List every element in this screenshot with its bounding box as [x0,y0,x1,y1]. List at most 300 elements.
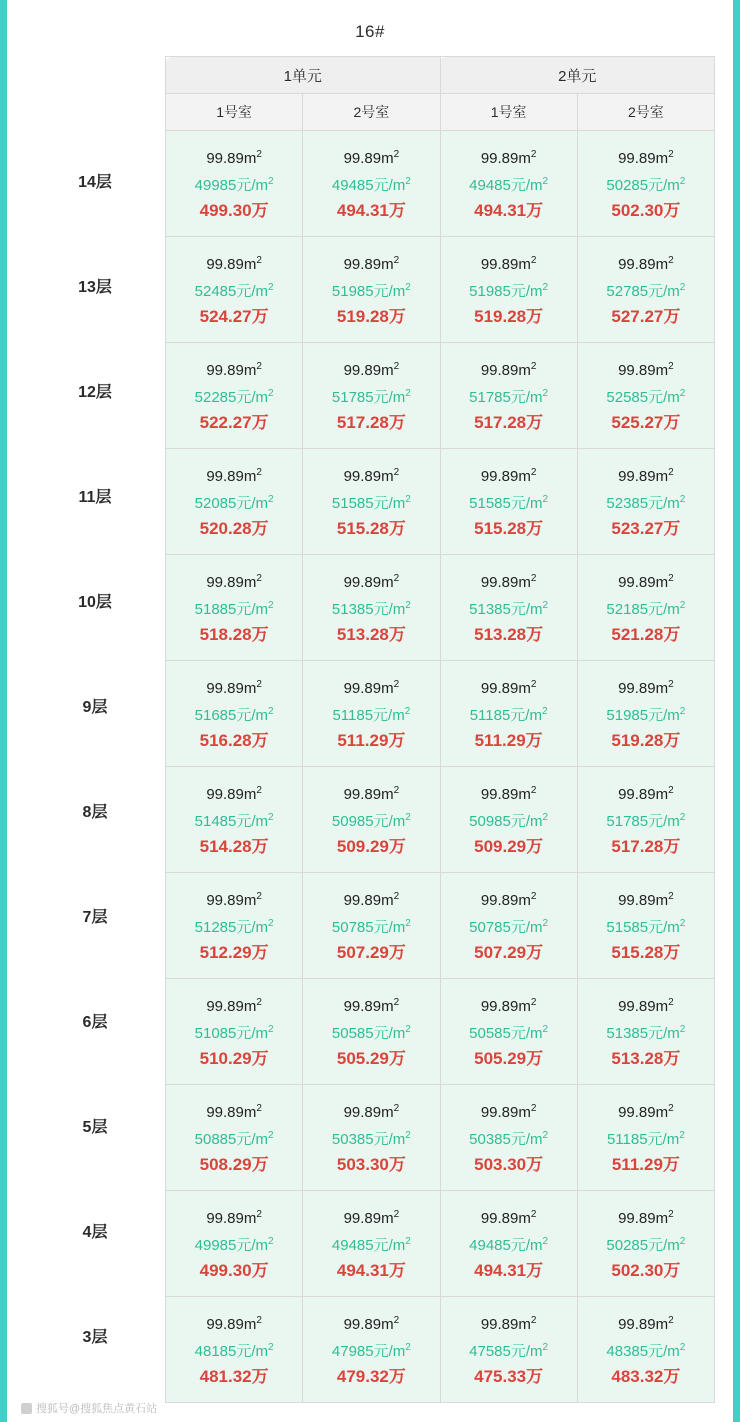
floor-label: 13层 [78,279,112,296]
area-superscript: 2 [668,678,674,690]
unit-price-superscript: 2 [405,811,411,823]
cell-unit-price: 50585元$/m^2$ [469,1023,549,1042]
cell-unit-price: 51585元$/m^2$ [606,917,686,936]
area-superscript: 2 [256,890,262,902]
area-superscript: 2 [256,254,262,266]
cell-area: $99.89m^2$ [618,784,674,803]
cell-total-price: 508.29万 [199,1154,269,1174]
cell-unit-price: 51485元$/m^2$ [194,811,274,830]
cell-unit-price: 50385元$/m^2$ [331,1129,411,1148]
cell-unit-price: 51585元$/m^2$ [331,493,411,512]
unit-cell[interactable] [303,237,440,343]
cell-total-price: 507.29万 [474,942,544,962]
cell-total-price: 512.29万 [199,942,269,962]
cell-unit-price: 49485元$/m^2$ [469,1235,549,1254]
area-superscript: 2 [668,1314,674,1326]
cell-area: $99.89m^2$ [618,890,674,909]
unit-price-superscript: 2 [268,1341,274,1353]
unit-cell[interactable] [577,237,714,343]
unit-cell[interactable] [577,979,714,1085]
cell-area: $99.89m^2$ [343,360,400,379]
cell-total-price: 519.28万 [336,306,406,326]
cell-unit-price: 52485元$/m^2$ [194,281,274,300]
area-superscript: 2 [393,360,400,372]
unit-header-2: 2单元 [440,57,715,94]
cell-total-price: 524.27万 [199,306,269,326]
unit-price-superscript: 2 [405,175,411,187]
cell-unit-price: 52185元$/m^2$ [606,599,686,618]
cell-area: $99.89m^2$ [480,466,537,485]
unit-cell[interactable] [440,449,577,555]
unit-price-superscript: 2 [268,811,274,823]
unit-price-superscript: 2 [268,493,274,505]
unit-price-superscript: 2 [542,493,549,505]
area-superscript: 2 [393,678,400,690]
unit-cell[interactable] [440,237,577,343]
unit-cell[interactable] [577,555,714,661]
cell-unit-price: 50585元$/m^2$ [331,1023,411,1042]
area-superscript: 2 [530,890,537,902]
cell-area: $99.89m^2$ [343,254,400,273]
cell-area: $99.89m^2$ [343,1314,400,1333]
cell-total-price: 511.29万 [337,730,406,750]
cell-area: $99.89m^2$ [618,1208,674,1227]
unit-price-superscript: 2 [679,387,686,399]
area-superscript: 2 [530,466,537,478]
cell-area: $99.89m^2$ [618,360,674,379]
area-superscript: 2 [530,572,537,584]
area-superscript: 2 [530,678,537,690]
area-superscript: 2 [256,1208,262,1220]
cell-unit-price: 50985元$/m^2$ [469,811,549,830]
unit-price-superscript: 2 [542,1129,549,1141]
cell-total-price: 519.28万 [611,730,681,750]
unit-cell[interactable] [303,873,440,979]
cell-area: $99.89m^2$ [343,678,400,697]
unit-cell[interactable] [577,661,714,767]
unit-cell[interactable] [303,661,440,767]
cell-area: $99.89m^2$ [618,1314,674,1333]
unit-cell[interactable] [303,555,440,661]
area-superscript: 2 [668,254,674,266]
area-superscript: 2 [393,890,400,902]
area-superscript: 2 [668,148,674,160]
room-header-row [166,94,715,131]
unit-cell[interactable] [440,1085,577,1191]
unit-cell[interactable] [577,1297,714,1403]
cell-unit-price: 52385元$/m^2$ [606,493,686,512]
unit-price-superscript: 2 [268,387,274,399]
room-header-u1-r1: 1号室 [166,94,303,131]
table-row [166,449,715,555]
cell-total-price: 519.28万 [474,306,544,326]
unit-cell[interactable] [577,1085,714,1191]
cell-area: $99.89m^2$ [480,890,537,909]
cell-total-price: 483.32万 [611,1366,681,1386]
unit-price-superscript: 2 [679,1023,686,1035]
unit-price-superscript: 2 [405,599,411,611]
area-superscript: 2 [256,466,262,478]
cell-area: $99.89m^2$ [206,254,262,273]
building-title: 16# [355,22,385,41]
unit-cell[interactable] [166,343,303,449]
cell-area: $99.89m^2$ [480,1314,537,1333]
cell-unit-price: 47985元$/m^2$ [331,1341,411,1360]
area-superscript: 2 [668,996,674,1008]
table-row [166,1297,715,1403]
cell-area: $99.89m^2$ [206,572,262,591]
unit-cell[interactable] [166,555,303,661]
area-superscript: 2 [393,254,400,266]
floor-label: 7层 [82,909,108,926]
cell-unit-price: 51985元$/m^2$ [469,281,549,300]
unit-price-superscript: 2 [405,493,411,505]
cell-total-price: 475.33万 [474,1366,544,1386]
cell-total-price: 494.31万 [474,1260,544,1280]
unit-cell[interactable] [166,449,303,555]
table-row [166,131,715,237]
floor-label: 10层 [78,594,112,611]
area-superscript: 2 [668,1208,674,1220]
unit-price-superscript: 2 [268,175,274,187]
unit-cell[interactable] [166,661,303,767]
cell-area: $99.89m^2$ [206,784,262,803]
cell-total-price: 499.30万 [199,1260,269,1280]
cell-area: $99.89m^2$ [343,996,400,1015]
area-superscript: 2 [393,466,400,478]
unit-price-superscript: 2 [679,493,686,505]
unit-cell[interactable] [577,343,714,449]
room-header-u2-r1: 1号室 [440,94,577,131]
cell-total-price: 517.28万 [336,412,406,432]
cell-total-price: 502.30万 [611,1260,681,1280]
floor-label: 3层 [82,1329,108,1346]
cell-total-price: 479.32万 [336,1366,406,1386]
cell-unit-price: 47585元$/m^2$ [469,1341,549,1360]
unit-cell[interactable] [440,661,577,767]
cell-area: $99.89m^2$ [343,466,400,485]
table-row [166,343,715,449]
cell-total-price: 525.27万 [611,412,681,432]
cell-area: $99.89m^2$ [480,996,537,1015]
cell-total-price: 507.29万 [336,942,406,962]
cell-area: $99.89m^2$ [618,466,674,485]
table-row [166,979,715,1085]
unit-price-superscript: 2 [405,1129,411,1141]
table-row [166,1191,715,1297]
cell-unit-price: 51285元$/m^2$ [194,917,274,936]
cell-area: $99.89m^2$ [618,254,674,273]
unit-price-superscript: 2 [679,281,686,293]
cell-area: $99.89m^2$ [618,148,674,167]
unit-price-superscript: 2 [268,1129,274,1141]
floor-label: 14层 [78,174,112,191]
area-superscript: 2 [530,1208,537,1220]
unit-cell[interactable] [440,131,577,237]
floor-label: 8层 [82,804,108,821]
unit-price-superscript: 2 [405,281,411,293]
cell-area: $99.89m^2$ [480,1102,537,1121]
cell-unit-price: 51185元$/m^2$ [469,705,548,724]
unit-cell[interactable] [577,873,714,979]
cell-area: $99.89m^2$ [206,466,262,485]
area-superscript: 2 [393,1208,400,1220]
cell-total-price: 494.31万 [474,200,544,220]
area-superscript: 2 [256,360,262,372]
unit-cell[interactable] [166,237,303,343]
unit-cell[interactable] [577,131,714,237]
cell-unit-price: 51085元$/m^2$ [194,1023,274,1042]
unit-price-superscript: 2 [542,811,549,823]
unit-cell[interactable] [166,873,303,979]
unit-price-superscript: 2 [679,917,686,929]
cell-total-price: 514.28万 [199,836,269,856]
floor-label: 4层 [82,1224,108,1241]
cell-area: $99.89m^2$ [343,784,400,803]
area-superscript: 2 [256,1102,262,1114]
unit-cell[interactable] [440,1191,577,1297]
unit-price-superscript: 2 [268,599,274,611]
cell-area: $99.89m^2$ [618,572,674,591]
unit-cell[interactable] [166,1191,303,1297]
cell-area: $99.89m^2$ [343,572,400,591]
unit-price-superscript: 2 [542,387,549,399]
cell-total-price: 518.28万 [199,624,269,644]
cell-total-price: 509.29万 [474,836,544,856]
unit-price-superscript: 2 [542,1023,549,1035]
floor-label: 12层 [78,384,112,401]
unit-price-superscript: 2 [542,1235,549,1247]
cell-total-price: 494.31万 [336,200,406,220]
unit-cell[interactable] [577,1191,714,1297]
cell-unit-price: 51785元$/m^2$ [331,387,411,406]
cell-area: $99.89m^2$ [206,148,262,167]
unit-price-superscript: 2 [405,1023,411,1035]
area-superscript: 2 [668,360,674,372]
unit-price-superscript: 2 [268,1235,274,1247]
cell-unit-price: 51785元$/m^2$ [469,387,549,406]
unit-cell[interactable] [303,131,440,237]
unit-price-superscript: 2 [405,387,411,399]
unit-price-superscript: 2 [268,1023,274,1035]
cell-total-price: 513.28万 [474,624,544,644]
cell-unit-price: 51785元$/m^2$ [606,811,686,830]
cell-total-price: 513.28万 [611,1048,681,1068]
unit-cell[interactable] [440,1297,577,1403]
unit-header-1: 1单元 [166,57,441,94]
unit-cell[interactable] [440,555,577,661]
cell-area: $99.89m^2$ [480,148,537,167]
area-superscript: 2 [256,784,262,796]
unit-cell[interactable] [303,1085,440,1191]
sohu-logo-icon [21,1403,32,1414]
cell-total-price: 505.29万 [336,1048,406,1068]
area-superscript: 2 [256,1314,262,1326]
cell-unit-price: 51685元$/m^2$ [194,705,274,724]
cell-area: $99.89m^2$ [618,996,674,1015]
cell-unit-price: 51385元$/m^2$ [469,599,549,618]
unit-cell[interactable] [303,767,440,873]
cell-area: $99.89m^2$ [480,784,537,803]
area-superscript: 2 [668,784,674,796]
table-body [166,131,715,1403]
watermark [21,1400,157,1416]
cell-unit-price: 48385元$/m^2$ [606,1341,686,1360]
unit-cell[interactable] [440,767,577,873]
unit-price-superscript: 2 [679,1341,686,1353]
price-table-block [165,56,715,1403]
unit-cell[interactable] [166,767,303,873]
area-superscript: 2 [393,1102,400,1114]
unit-cell[interactable] [303,979,440,1085]
cell-total-price: 481.32万 [199,1366,269,1386]
table-row [166,237,715,343]
area-superscript: 2 [256,678,262,690]
cell-unit-price: 52285元$/m^2$ [194,387,274,406]
unit-price-superscript: 2 [268,917,274,929]
cell-area: $99.89m^2$ [343,1102,400,1121]
unit-price-superscript: 2 [541,705,548,717]
unit-cell[interactable] [166,1085,303,1191]
cell-total-price: 499.30万 [199,200,269,220]
cell-unit-price: 49485元$/m^2$ [469,175,549,194]
area-superscript: 2 [393,996,400,1008]
unit-cell[interactable] [440,979,577,1085]
cell-unit-price: 50285元$/m^2$ [606,175,686,194]
unit-price-superscript: 2 [542,281,549,293]
cell-total-price: 494.31万 [336,1260,406,1280]
area-superscript: 2 [530,360,537,372]
unit-cell[interactable] [303,1297,440,1403]
area-superscript: 2 [530,996,537,1008]
cell-unit-price: 50985元$/m^2$ [331,811,411,830]
cell-total-price: 510.29万 [199,1048,269,1068]
area-superscript: 2 [530,148,537,160]
area-superscript: 2 [530,1314,537,1326]
unit-header-row [166,57,715,94]
area-superscript: 2 [668,572,674,584]
unit-cell[interactable] [303,343,440,449]
cell-total-price: 513.28万 [336,624,406,644]
unit-price-superscript: 2 [679,599,686,611]
room-header-u2-r2: 2号室 [577,94,714,131]
unit-cell[interactable] [166,1297,303,1403]
unit-price-superscript: 2 [405,1235,411,1247]
table-row [166,1085,715,1191]
cell-area: $99.89m^2$ [206,1314,262,1333]
cell-unit-price: 51385元$/m^2$ [606,1023,686,1042]
unit-cell[interactable] [303,1191,440,1297]
cell-area: $99.89m^2$ [480,1208,537,1227]
area-superscript: 2 [393,148,400,160]
cell-area: $99.89m^2$ [618,1102,674,1121]
cell-area: $99.89m^2$ [480,572,537,591]
cell-area: $99.89m^2$ [206,360,262,379]
cell-unit-price: 50785元$/m^2$ [331,917,411,936]
cell-unit-price: 51985元$/m^2$ [331,281,411,300]
table-row [166,767,715,873]
area-superscript: 2 [530,254,537,266]
cell-area: $99.89m^2$ [480,678,537,697]
cell-unit-price: 51985元$/m^2$ [606,705,686,724]
cell-unit-price: 50285元$/m^2$ [606,1235,686,1254]
cell-unit-price: 49985元$/m^2$ [194,175,274,194]
area-superscript: 2 [393,784,400,796]
area-superscript: 2 [256,996,262,1008]
cell-unit-price: 51385元$/m^2$ [331,599,411,618]
unit-price-superscript: 2 [542,1341,549,1353]
area-superscript: 2 [668,466,674,478]
cell-unit-price: 51885元$/m^2$ [194,599,274,618]
cell-unit-price: 50785元$/m^2$ [469,917,549,936]
area-superscript: 2 [668,1102,674,1114]
cell-area: $99.89m^2$ [206,890,262,909]
cell-unit-price: 52085元$/m^2$ [194,493,274,512]
unit-price-superscript: 2 [542,175,549,187]
unit-price-superscript: 2 [405,917,411,929]
unit-cell[interactable] [166,979,303,1085]
cell-total-price: 503.30万 [336,1154,406,1174]
cell-area: $99.89m^2$ [343,890,400,909]
cell-total-price: 511.29万 [611,1154,680,1174]
unit-cell[interactable] [166,131,303,237]
table-row [166,555,715,661]
floor-label-column [25,56,165,1403]
unit-cell[interactable] [440,873,577,979]
floor-label: 6层 [82,1014,108,1031]
unit-cell[interactable] [303,449,440,555]
cell-area: $99.89m^2$ [480,360,537,379]
area-superscript: 2 [256,148,262,160]
area-superscript: 2 [256,572,262,584]
cell-total-price: 505.29万 [474,1048,544,1068]
table-row [166,661,715,767]
room-header-u1-r2: 2号室 [303,94,440,131]
cell-total-price: 511.29万 [474,730,543,750]
cell-area: $99.89m^2$ [206,996,262,1015]
floor-label: 11层 [78,489,112,506]
cell-unit-price: 50385元$/m^2$ [469,1129,549,1148]
area-superscript: 2 [668,890,674,902]
unit-cell[interactable] [577,767,714,873]
unit-price-superscript: 2 [679,705,686,717]
cell-total-price: 517.28万 [611,836,681,856]
cell-area: $99.89m^2$ [343,148,400,167]
unit-price-superscript: 2 [542,917,549,929]
cell-total-price: 515.28万 [474,518,544,538]
unit-cell[interactable] [577,449,714,555]
cell-unit-price: 51185元$/m^2$ [606,1129,685,1148]
cell-total-price: 520.28万 [199,518,269,538]
floor-label: 5层 [82,1119,108,1136]
area-superscript: 2 [530,1102,537,1114]
cell-area: $99.89m^2$ [206,1102,262,1121]
unit-price-superscript: 2 [268,281,274,293]
cell-area: $99.89m^2$ [618,678,674,697]
unit-price-superscript: 2 [679,811,686,823]
unit-cell[interactable] [440,343,577,449]
cell-unit-price: 52585元$/m^2$ [606,387,686,406]
cell-total-price: 517.28万 [474,412,544,432]
area-superscript: 2 [393,572,400,584]
table-head [166,57,715,131]
watermark-text: 搜狐号@搜狐焦点黄石站 [36,1403,158,1415]
unit-price-superscript: 2 [404,705,411,717]
cell-total-price: 523.27万 [611,518,681,538]
area-superscript: 2 [393,1314,400,1326]
unit-price-superscript: 2 [679,175,686,187]
floor-label: 9层 [82,699,108,716]
